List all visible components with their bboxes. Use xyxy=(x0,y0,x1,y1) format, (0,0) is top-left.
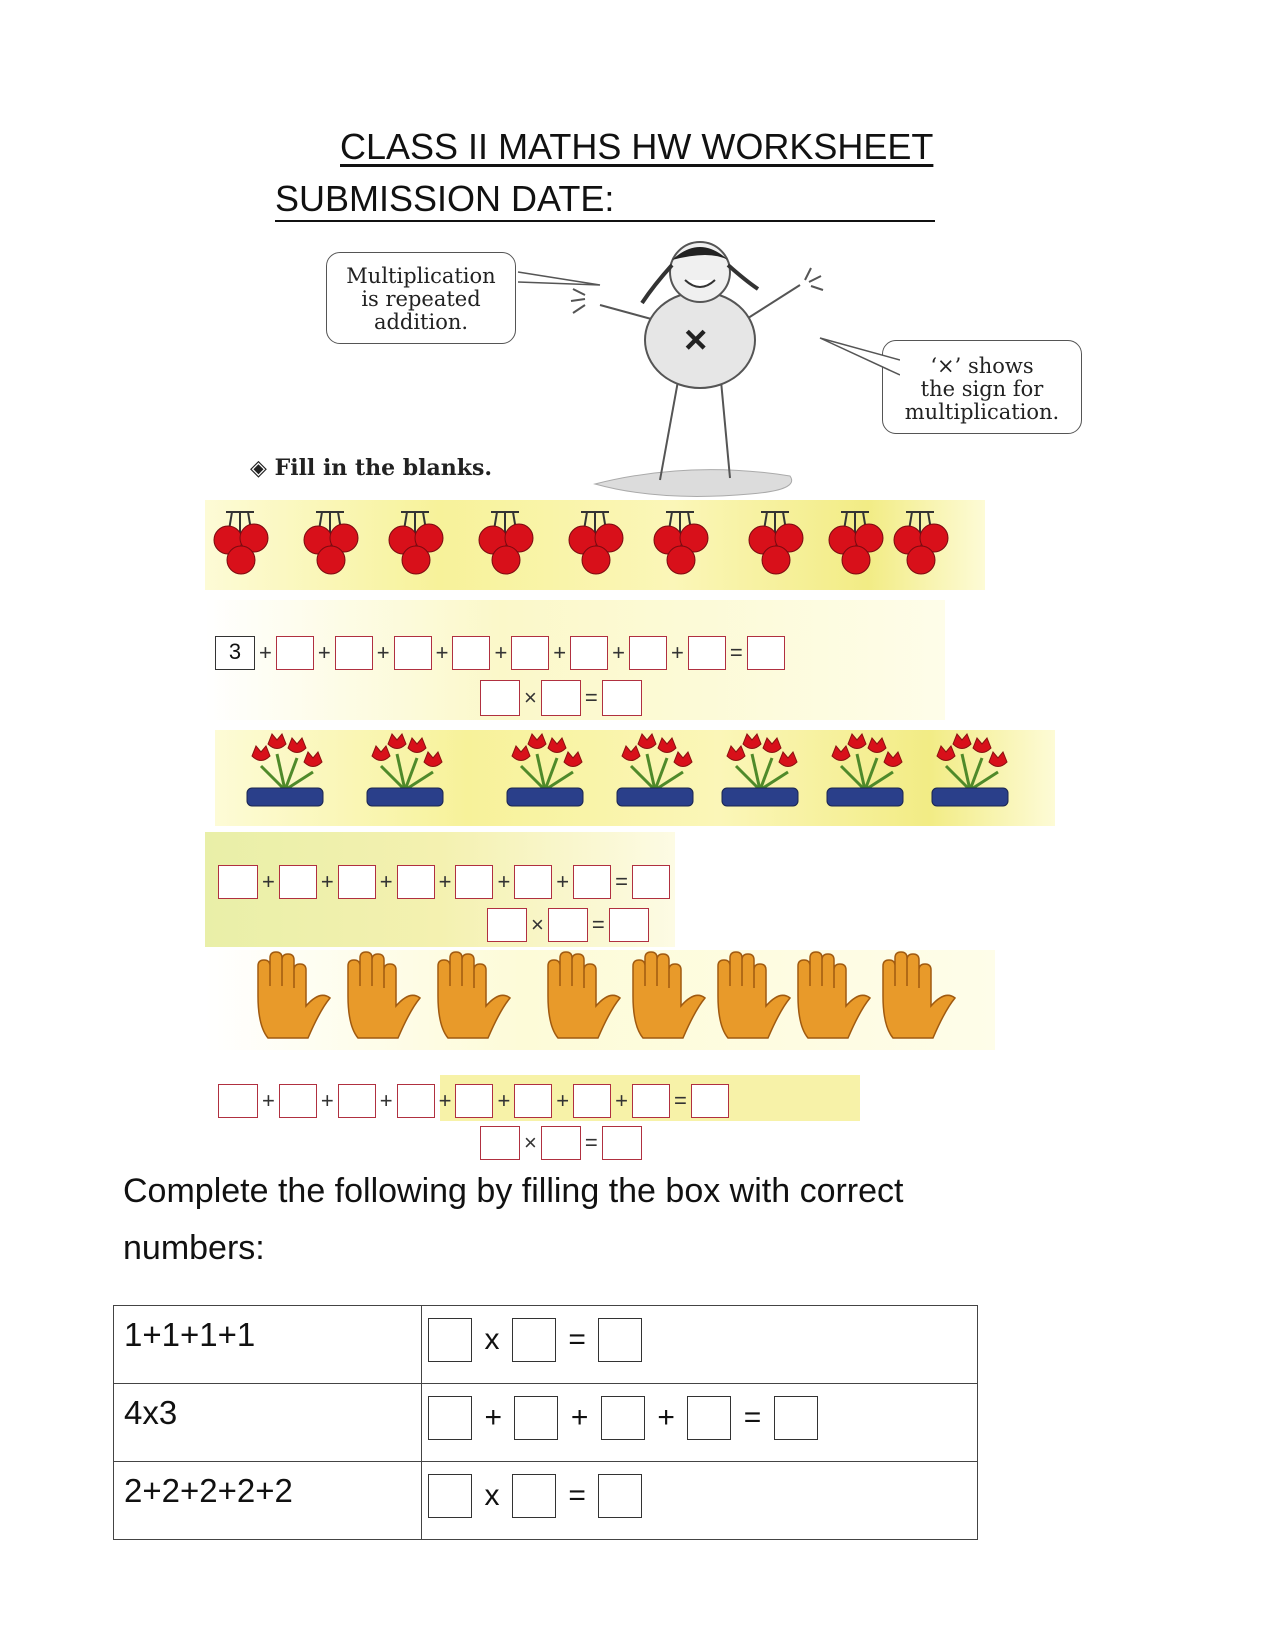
blank-box[interactable] xyxy=(511,636,549,670)
bubble-right-line: multiplication. xyxy=(904,400,1060,424)
operator: + xyxy=(570,1401,589,1434)
blank-box[interactable] xyxy=(452,636,490,670)
exercise-2-sum xyxy=(218,865,670,899)
table-row xyxy=(114,1384,978,1462)
speech-bubble-right xyxy=(882,340,1082,434)
bubble-right-line: the sign for xyxy=(920,377,1044,401)
plus-sign: + xyxy=(317,640,331,665)
times-sign: × xyxy=(524,1130,537,1155)
expression-cell: 2+2+2+2+2 xyxy=(114,1462,422,1540)
plus-sign: + xyxy=(497,1088,511,1113)
blank-box[interactable] xyxy=(338,1084,376,1118)
bubble-right-line: ‘×’ shows xyxy=(930,354,1034,378)
operator: + xyxy=(484,1401,502,1434)
blank-box[interactable] xyxy=(394,636,432,670)
exercise-3-sum xyxy=(218,1084,729,1118)
operator: = xyxy=(568,1323,586,1356)
equals-sign: = xyxy=(584,1130,598,1155)
answer-box[interactable] xyxy=(428,1396,472,1440)
flower-pot-icon xyxy=(827,734,903,806)
answer-cell xyxy=(422,1462,978,1540)
cherry-bunch-icon xyxy=(749,512,803,574)
instruction-text xyxy=(123,1163,904,1277)
operator: + xyxy=(657,1401,675,1434)
operator: x xyxy=(484,1323,500,1356)
cherry-bunch-icon xyxy=(214,512,268,574)
answer-box[interactable] xyxy=(514,1396,558,1440)
blank-box[interactable] xyxy=(632,1084,670,1118)
plus-sign: + xyxy=(262,869,275,894)
fill-in-blanks-label: Fill in the blanks. xyxy=(274,455,493,481)
blank-box[interactable] xyxy=(541,1126,581,1160)
answer-box[interactable] xyxy=(687,1396,731,1440)
blank-box[interactable] xyxy=(335,636,373,670)
speech-bubble-left xyxy=(326,252,516,344)
plus-sign: + xyxy=(379,1088,393,1113)
flower-pot-icon xyxy=(722,734,798,806)
blank-box[interactable] xyxy=(279,865,317,899)
plus-sign: + xyxy=(438,869,452,894)
equals-sign: = xyxy=(615,869,629,894)
blank-box[interactable] xyxy=(632,865,670,899)
plus-sign: + xyxy=(262,1088,275,1113)
blank-box[interactable] xyxy=(455,865,493,899)
blank-box[interactable] xyxy=(218,1084,258,1118)
operator: x xyxy=(484,1479,500,1512)
times-sign: × xyxy=(524,685,537,710)
page-title: CLASS II MATHS HW WORKSHEET xyxy=(340,126,934,167)
plus-sign: + xyxy=(320,1088,334,1113)
plus-sign: + xyxy=(259,640,272,665)
cherry-bunch-icon xyxy=(569,512,623,574)
diamond-bullet-icon: ◈ xyxy=(250,455,267,481)
plus-sign: + xyxy=(494,640,508,665)
blank-box[interactable] xyxy=(397,1084,435,1118)
flower-pot-icon xyxy=(247,734,323,806)
blank-box[interactable] xyxy=(455,1084,493,1118)
exercise-1-product xyxy=(480,680,642,716)
hand-icon xyxy=(798,952,870,1038)
plus-sign: + xyxy=(612,640,626,665)
hand-icon xyxy=(633,952,705,1038)
blank-box[interactable] xyxy=(514,1084,552,1118)
blank-box[interactable] xyxy=(218,865,258,899)
blank-box[interactable] xyxy=(602,1126,642,1160)
exercise-2-product xyxy=(487,908,649,942)
blank-box[interactable] xyxy=(548,908,588,942)
submission-date-line xyxy=(275,220,935,222)
cherries-strip xyxy=(205,500,985,590)
blank-box[interactable] xyxy=(602,680,642,716)
blank-box[interactable] xyxy=(688,636,726,670)
times-sign: × xyxy=(531,912,544,937)
answer-box[interactable] xyxy=(601,1396,645,1440)
operator: = xyxy=(743,1401,762,1434)
blank-box[interactable] xyxy=(480,680,520,716)
blank-box[interactable] xyxy=(480,1126,520,1160)
answer-box[interactable] xyxy=(428,1474,472,1518)
blank-box[interactable] xyxy=(629,636,667,670)
plus-sign: + xyxy=(556,1088,570,1113)
answer-cell xyxy=(422,1306,978,1384)
plus-sign: + xyxy=(556,869,570,894)
table-row xyxy=(114,1306,978,1384)
hand-icon xyxy=(438,952,510,1038)
equals-sign: = xyxy=(729,640,743,665)
answer-box[interactable] xyxy=(598,1318,642,1362)
flower-pot-icon xyxy=(367,734,443,806)
plus-sign: + xyxy=(553,640,567,665)
answer-box[interactable] xyxy=(428,1318,472,1362)
answer-box[interactable] xyxy=(512,1318,556,1362)
blank-box[interactable] xyxy=(338,865,376,899)
hand-icon xyxy=(548,952,620,1038)
exercise-table xyxy=(113,1305,978,1540)
flowers-strip xyxy=(215,730,1055,826)
girl-illustration xyxy=(500,240,900,500)
hands-row xyxy=(205,950,995,1050)
blank-box[interactable] xyxy=(279,1084,317,1118)
cherry-bunch-icon xyxy=(304,512,358,574)
operator: = xyxy=(568,1479,586,1512)
plus-sign: + xyxy=(671,640,684,665)
flower-pot-icon xyxy=(507,734,583,806)
flower-pots-row xyxy=(215,730,1055,826)
flower-pot-icon xyxy=(617,734,693,806)
hand-icon xyxy=(718,952,790,1038)
hands-strip xyxy=(205,950,995,1050)
equals-sign: = xyxy=(674,1088,687,1113)
blank-box[interactable] xyxy=(487,908,527,942)
blank-box[interactable] xyxy=(276,636,314,670)
blank-box[interactable] xyxy=(573,1084,611,1118)
cherry-bunch-icon xyxy=(389,512,443,574)
plus-sign: + xyxy=(435,640,449,665)
exercise-1-sum xyxy=(215,636,785,670)
blank-box[interactable] xyxy=(514,865,552,899)
hand-icon xyxy=(348,952,420,1038)
answer-box[interactable] xyxy=(512,1474,556,1518)
equals-sign: = xyxy=(591,912,605,937)
cherries-row xyxy=(205,500,985,590)
hand-icon xyxy=(258,952,330,1038)
blank-box[interactable] xyxy=(570,636,608,670)
plus-sign: + xyxy=(438,1088,452,1113)
plus-sign: + xyxy=(615,1088,629,1113)
cherry-bunch-icon xyxy=(654,512,708,574)
prefilled-box: 3 xyxy=(215,636,255,670)
blank-box[interactable] xyxy=(541,680,581,716)
blank-box[interactable] xyxy=(397,865,435,899)
blank-box[interactable] xyxy=(573,865,611,899)
cherry-bunch-icon xyxy=(479,512,533,574)
plus-sign: + xyxy=(320,869,334,894)
bubble-left-line: is repeated xyxy=(361,287,481,311)
submission-date-label: SUBMISSION DATE: xyxy=(275,178,615,219)
exercise-3-product xyxy=(480,1126,642,1160)
flower-pot-icon xyxy=(932,734,1008,806)
multiply-icon: × xyxy=(684,318,708,362)
fill-in-blanks-heading xyxy=(250,455,492,481)
equals-sign: = xyxy=(584,685,598,710)
blank-box[interactable] xyxy=(747,636,785,670)
blank-box[interactable] xyxy=(691,1084,729,1118)
hand-icon xyxy=(883,952,955,1038)
table-row xyxy=(114,1462,978,1540)
instruction-line: Complete the following by filling the box with correct xyxy=(123,1172,904,1210)
answer-cell xyxy=(422,1384,978,1462)
plus-sign: + xyxy=(379,869,393,894)
answer-box[interactable] xyxy=(774,1396,818,1440)
answer-box[interactable] xyxy=(598,1474,642,1518)
bubble-left-line: addition. xyxy=(373,310,469,334)
expression-cell: 4x3 xyxy=(114,1384,422,1462)
cherry-bunch-icon xyxy=(829,512,883,574)
cherry-bunch-icon xyxy=(894,512,948,574)
expression-cell: 1+1+1+1 xyxy=(114,1306,422,1384)
plus-sign: + xyxy=(497,869,511,894)
bubble-left-line: Multiplication xyxy=(346,264,496,288)
instruction-line: numbers: xyxy=(123,1229,265,1267)
plus-sign: + xyxy=(376,640,390,665)
blank-box[interactable] xyxy=(609,908,649,942)
